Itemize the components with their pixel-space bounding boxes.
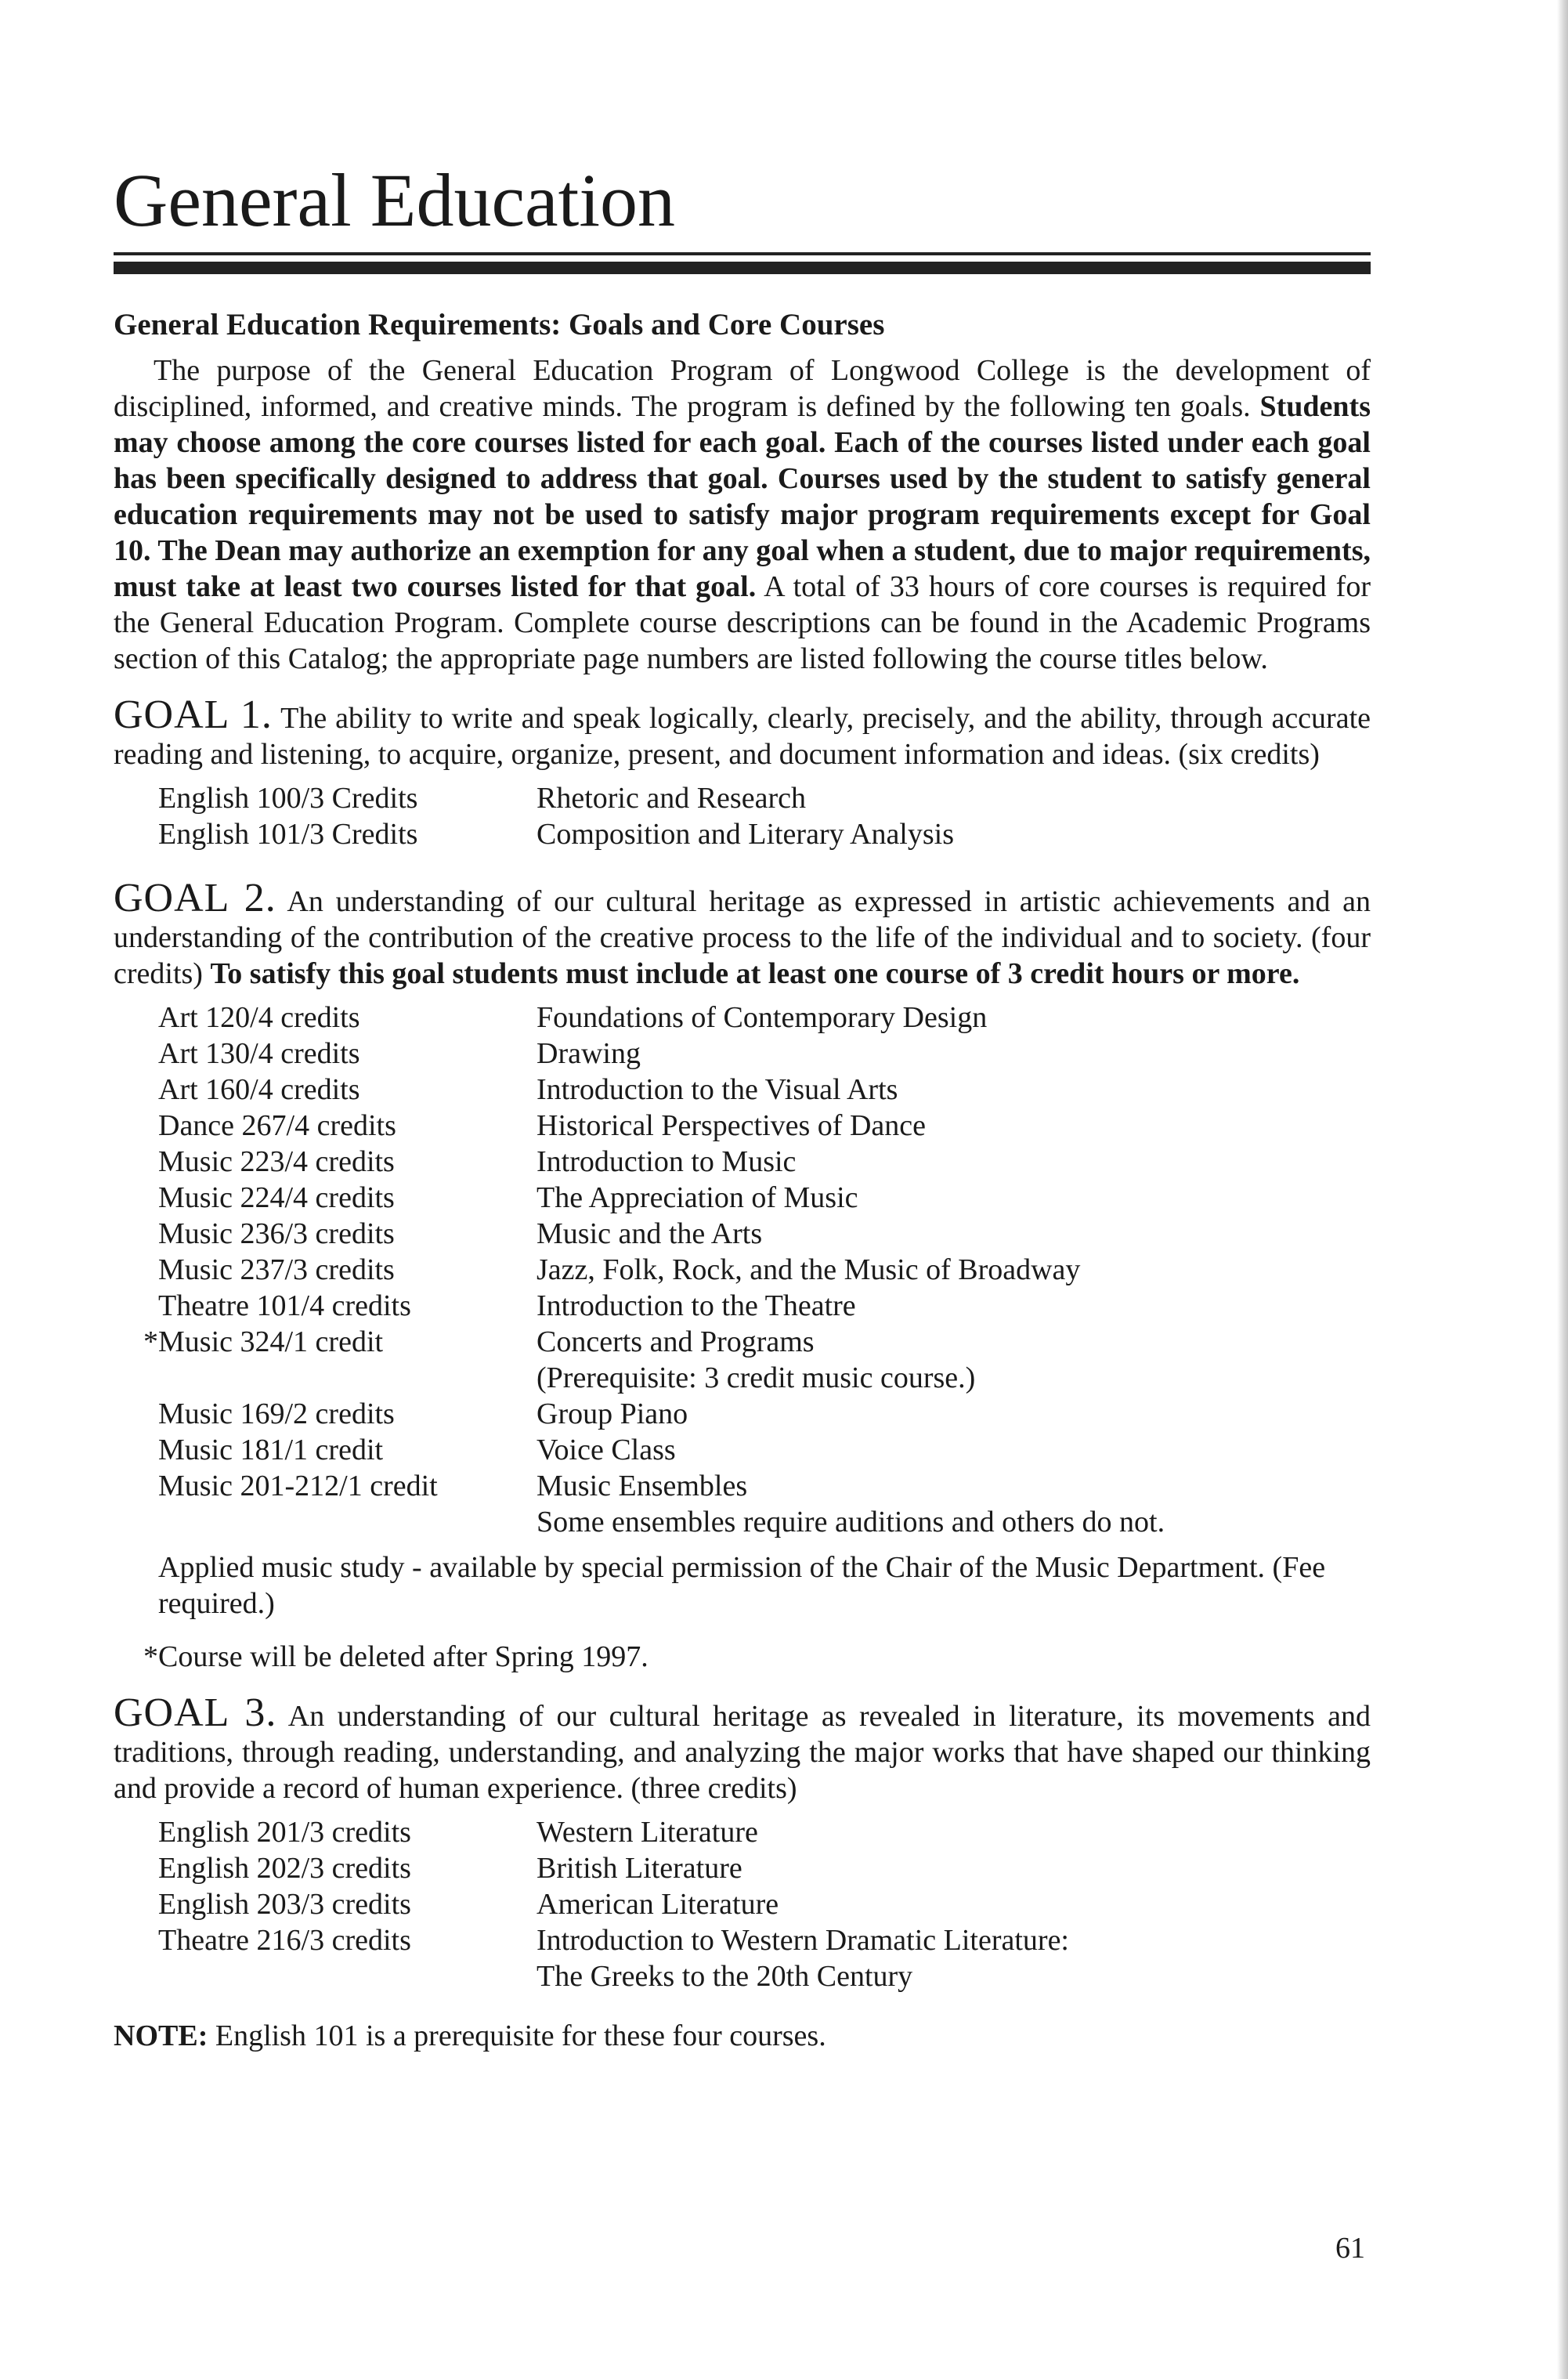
course-title: American Literature <box>537 1888 779 1921</box>
goal-3-course-list <box>114 1814 1371 1994</box>
course-row <box>114 1850 1371 1886</box>
goal-3-label: GOAL 3. <box>114 1690 277 1735</box>
course-code: Music 237/3 credits <box>158 1253 395 1286</box>
course-code: Music 224/4 credits <box>158 1181 395 1214</box>
course-code: Theatre 216/3 credits <box>158 1924 411 1957</box>
course-code: English 101/3 Credits <box>158 818 418 851</box>
course-code: English 202/3 credits <box>158 1852 411 1885</box>
title-rule-thick <box>114 262 1371 274</box>
course-code: Art 160/4 credits <box>158 1073 360 1106</box>
goal-1-text: The ability to write and speak logically, clearly, precisely, and the ability, through accurate reading and listening, to acquire, organize, present, and document information and ideas. (six credits) <box>114 702 1371 771</box>
course-title: Music and the Arts <box>537 1217 763 1250</box>
page-content <box>114 307 1371 2054</box>
course-row <box>114 1360 1371 1396</box>
course-title: Drawing <box>537 1037 641 1070</box>
course-title: Composition and Literary Analysis <box>537 818 955 851</box>
intro-paragraph <box>114 353 1371 677</box>
course-row <box>114 816 1371 852</box>
course-title: Group Piano <box>537 1397 688 1430</box>
course-row <box>114 1814 1371 1850</box>
course-row <box>114 1180 1371 1216</box>
course-code <box>114 1360 537 1396</box>
course-title: Introduction to the Visual Arts <box>537 1073 898 1106</box>
course-code: Music 169/2 credits <box>158 1397 395 1430</box>
course-row <box>114 1072 1371 1108</box>
course-row <box>114 1922 1371 1958</box>
goal-2-label: GOAL 2. <box>114 876 276 920</box>
course-row <box>114 1000 1371 1036</box>
course-title: Introduction to Western Dramatic Literature: <box>537 1924 1069 1957</box>
applied-music-note: Applied music study - available by special permission of the Chair of the Music Department. (Fee required.) <box>158 1551 1326 1620</box>
title-rule-thin <box>114 252 1371 255</box>
goal-2-paragraph <box>114 876 1371 992</box>
course-title: Western Literature <box>537 1816 758 1849</box>
course-note: Some ensembles require auditions and others do not. <box>537 1506 1165 1538</box>
goal-2-course-list <box>114 1000 1371 1540</box>
course-row <box>114 1504 1371 1540</box>
course-code: *Music 324/1 credit <box>143 1325 384 1358</box>
course-row <box>114 1252 1371 1288</box>
course-code: Music 223/4 credits <box>158 1145 395 1178</box>
intro-bold-text: Students may choose among the core courses listed for each goal. Each of the courses listed under each goal has been specifically designed to address that goal. Courses used by the student to satisfy general education requirements may not be used to satisfy major program requirements except for Goal 10. The Dean may authorize an exemption for any goal when a student, due to major requirements, must take at least two courses listed for that goal. <box>114 390 1371 603</box>
course-row <box>114 1144 1371 1180</box>
course-code: Music 181/1 credit <box>158 1434 384 1466</box>
course-note: (Prerequisite: 3 credit music course.) <box>537 1361 976 1394</box>
course-code: Dance 267/4 credits <box>158 1109 396 1142</box>
course-row <box>114 1396 1371 1432</box>
course-code: Art 130/4 credits <box>158 1037 360 1070</box>
course-code <box>114 1958 537 1994</box>
course-row <box>114 1432 1371 1468</box>
course-row <box>114 1036 1371 1072</box>
course-code: Art 120/4 credits <box>158 1001 360 1034</box>
goal-2-text: An understanding of our cultural heritage as expressed in artistic achievements and an understanding of the contribution of the creative process to the life of the individual and to society. (four credits) <box>114 885 1371 990</box>
course-title: Jazz, Folk, Rock, and the Music of Broadway <box>537 1253 1081 1286</box>
course-footnote: *Course will be deleted after Spring 1997. <box>143 1640 649 1673</box>
note-text: English 101 is a prerequisite for these four courses. <box>208 2019 826 2052</box>
section-subhead: General Education Requirements: Goals and Core Courses <box>114 308 885 342</box>
course-row <box>114 1216 1371 1252</box>
course-row <box>114 1886 1371 1922</box>
course-row <box>114 780 1371 816</box>
course-row <box>114 1108 1371 1144</box>
course-row <box>114 1468 1371 1504</box>
page-edge-shadow <box>1557 0 1568 2379</box>
course-title: The Appreciation of Music <box>537 1181 858 1214</box>
course-title: Music Ensembles <box>537 1470 748 1502</box>
course-code: Music 236/3 credits <box>158 1217 395 1250</box>
goal-1-label: GOAL 1. <box>114 692 273 737</box>
course-code: Music 201-212/1 credit <box>158 1470 438 1502</box>
course-title: Concerts and Programs <box>537 1325 815 1358</box>
course-code: Theatre 101/4 credits <box>158 1289 411 1322</box>
course-code: English 203/3 credits <box>158 1888 411 1921</box>
goal-2-bold-text: To satisfy this goal students must include at least one course of 3 credit hours or more. <box>210 957 1300 990</box>
course-title: British Literature <box>537 1852 742 1885</box>
prerequisite-note <box>114 2018 1371 2054</box>
course-row <box>114 1324 1371 1360</box>
page-title: General Education <box>114 158 675 242</box>
course-code <box>114 1504 537 1540</box>
goal-3-text: An understanding of our cultural heritage as revealed in literature, its movements and traditions, through reading, understanding, and analyzing the major works that have shaped our thinking and provide a record of human experience. (three credits) <box>114 1700 1371 1805</box>
intro-text: The purpose of the General Education Program of Longwood College is the development of disciplined, informed, and creative minds. The program is defined by the following ten goals. <box>114 354 1371 423</box>
goal-3-paragraph <box>114 1690 1371 1806</box>
course-title: Introduction to the Theatre <box>537 1289 856 1322</box>
course-title: Rhetoric and Research <box>537 782 806 815</box>
course-code: English 100/3 Credits <box>158 782 418 815</box>
course-title: Foundations of Contemporary Design <box>537 1001 988 1034</box>
course-row <box>114 1958 1371 1994</box>
course-code: English 201/3 credits <box>158 1816 411 1849</box>
goal-1-course-list <box>114 780 1371 852</box>
course-title: Voice Class <box>537 1434 676 1466</box>
note-label: NOTE: <box>114 2019 208 2052</box>
course-title: Historical Perspectives of Dance <box>537 1109 926 1142</box>
course-title: The Greeks to the 20th Century <box>537 1960 913 1993</box>
course-row <box>114 1288 1371 1324</box>
intro-tail-text: A total of 33 hours of core courses is required for the General Education Program. Complete course descriptions can be found in the Academic Programs section of this Catalog; the appropriate page numbers are listed following the course titles below. <box>114 570 1371 675</box>
course-title: Introduction to Music <box>537 1145 797 1178</box>
page-number: 61 <box>1335 2232 1365 2265</box>
goal-1-paragraph <box>114 692 1371 772</box>
